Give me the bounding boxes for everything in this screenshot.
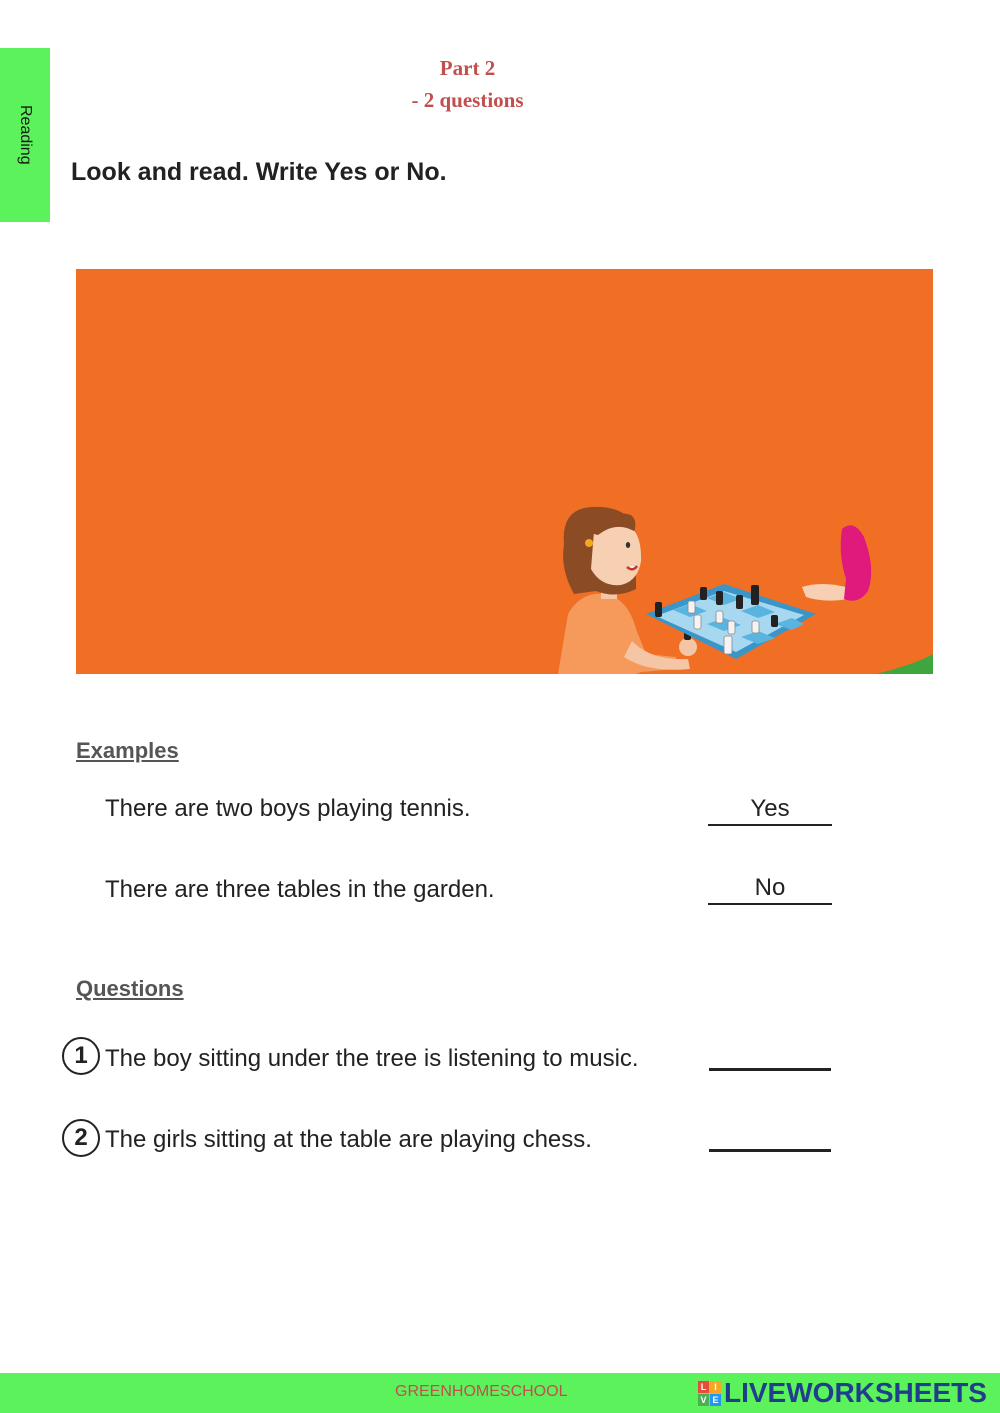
question-sentence-2: The girls sitting at the table are playing chess. — [105, 1126, 592, 1153]
question-number-1: 1 — [62, 1037, 100, 1075]
example-sentence-1: There are two boys playing tennis. — [105, 795, 471, 822]
answer-input-1[interactable] — [709, 1044, 831, 1071]
example-sentence-2: There are three tables in the garden. — [105, 876, 495, 903]
questions-heading: Questions — [76, 976, 184, 1001]
logo-letter-v: V — [698, 1394, 709, 1406]
logo-text: LIVEWORKSHEETS — [724, 1377, 987, 1408]
question-sentence-1: The boy sitting under the tree is listening to music. — [105, 1045, 639, 1072]
logo-grid-icon — [698, 1381, 721, 1406]
part-title: Part 2 — [439, 56, 496, 80]
side-tab-label: Reading — [17, 105, 34, 165]
footer — [0, 1373, 1000, 1413]
girl-icon — [558, 507, 697, 674]
logo-letter-e: E — [710, 1394, 721, 1406]
instruction: Look and read. Write Yes or No. — [71, 158, 447, 186]
question-number-2: 2 — [62, 1119, 100, 1157]
lawn-corner — [876, 654, 933, 674]
logo-letter-l: L — [698, 1381, 709, 1393]
footer-school: GREENHOMESCHOOL — [395, 1383, 568, 1400]
examples-heading: Examples — [76, 738, 179, 763]
example-answer-1: Yes — [708, 792, 832, 826]
answer-input-2[interactable] — [709, 1125, 831, 1152]
question-count: - 2 questions — [411, 88, 524, 112]
scene-image — [76, 269, 933, 674]
liveworksheets-logo[interactable] — [698, 1377, 987, 1409]
logo-letter-i: I — [710, 1381, 721, 1393]
hand-icon — [802, 525, 871, 600]
chessboard-icon — [646, 584, 816, 659]
example-answer-2: No — [708, 871, 832, 905]
